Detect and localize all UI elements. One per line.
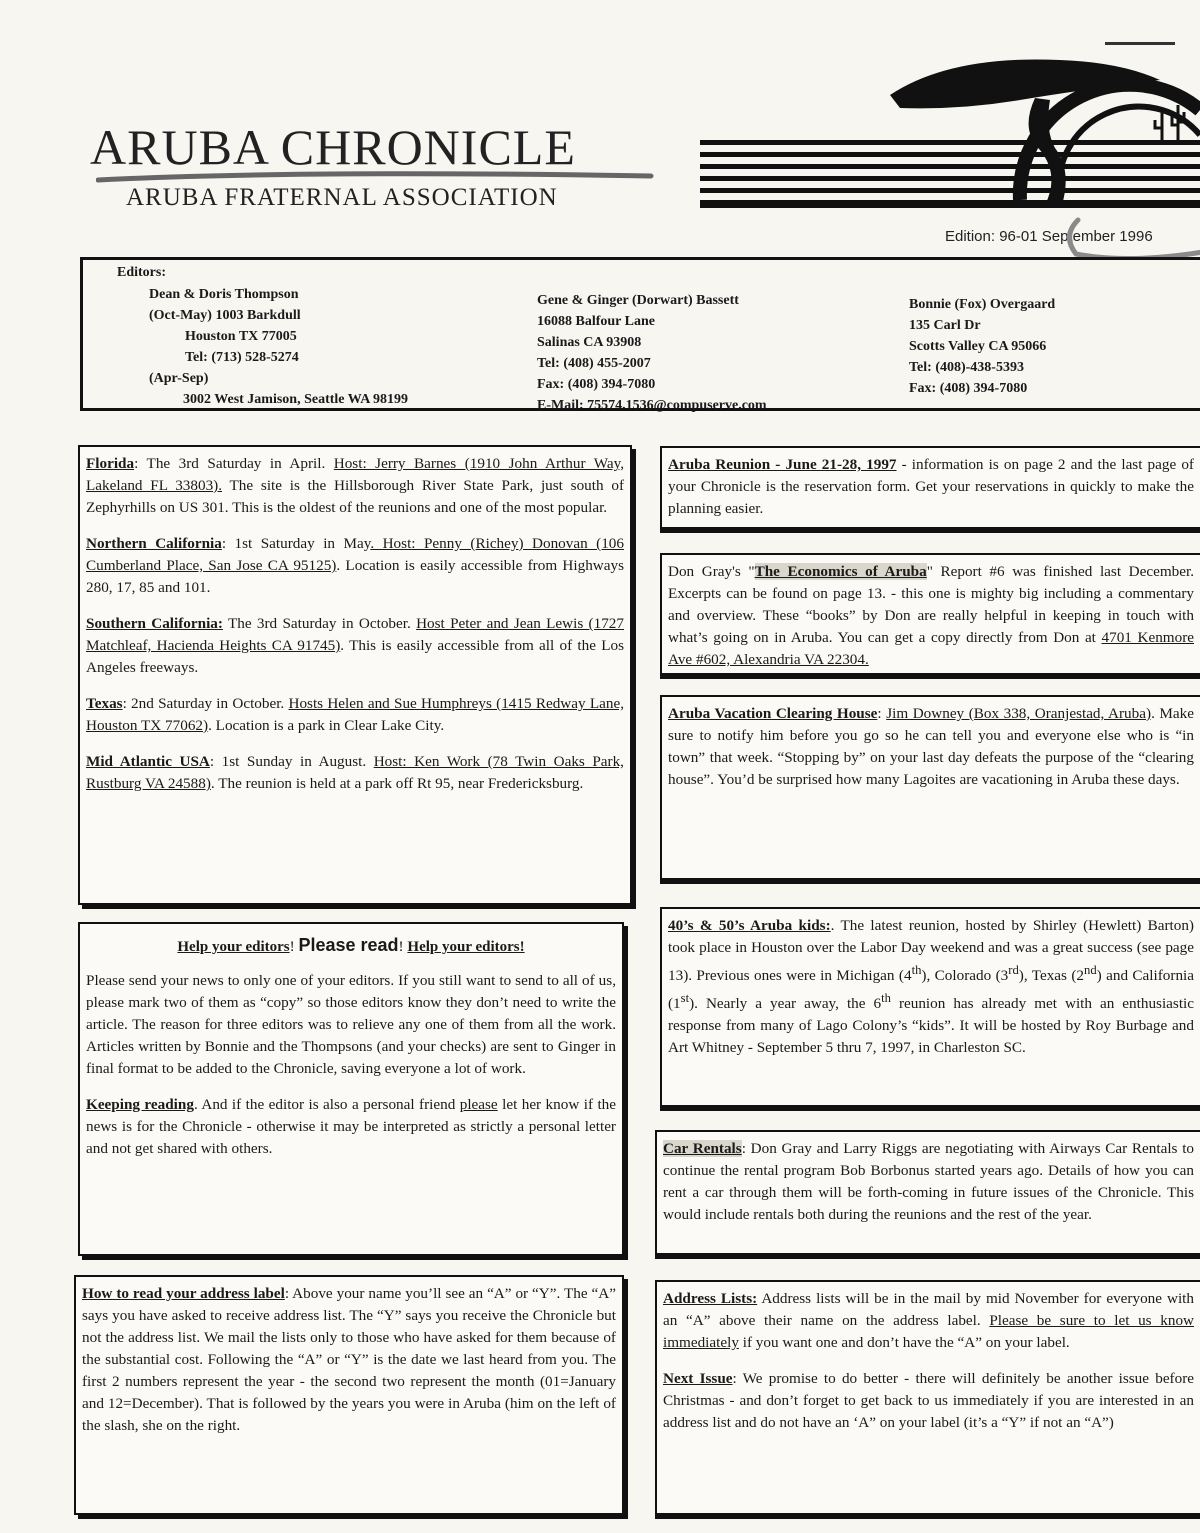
reunion-texas: Texas: 2nd Saturday in October. Hosts Helen and Sue Humphreys (1415 Redway Lane, Houston TX 77062). Location is a park in Clear Lake City.	[86, 695, 624, 734]
aruba-kids-text: 40’s & 50’s Aruba kids:. The latest reunion, hosted by Shirley (Hewlett) Barton) took place in Houston over the Labor Day weekend and was a great success (see page 13). Previous ones were in Michigan (4th), Colorado (3rd), Texas (2nd) and California (1st). Nearly a year away, the 6th reunion has already met with an enthusiastic response from many of Lago Colony’s “kids”. It will be hosted by Roy Burbage and Art Whitney - September 5 thru 7, 1997, in Charleston SC.	[668, 917, 1194, 1057]
aruba-kids-box	[660, 907, 1200, 1107]
help-editors-body: Please send your news to only one of your editors. If you still want to send to all of us, please mark two of them as “copy” so those editors know they don’t need to write the article. The reason for three editors was to relieve any one of them from all the work. Articles written by Bonnie and the Thompsons (and your checks) are sent to Ginger in final format to be added to the Chronicle, saving everyone a lot of work.	[86, 972, 616, 1077]
editor-email: E-Mail: 75574.1536@compuserve.com	[537, 398, 767, 413]
edition-date: September 1996	[1041, 228, 1153, 245]
reunions-box	[78, 445, 632, 905]
address-label-text: How to read your address label: Above your name you’ll see an “A” or “Y”. The “A” says you have asked to receive address list. The “Y” says you receive the Chronicle but not the address list. We mail the lists only to those who have asked for them because of the substantial cost. Following the “A” or “Y” is the date we last heard from you. The first 2 numbers represent the year - the second two represent the month (01=January and 12=December). That is followed by the years you were in Aruba (him on the left of the slash, she on the right.	[82, 1285, 616, 1434]
help-editors-heading: Help your editors! Please read! Help your editors!	[177, 935, 525, 955]
aruba-reunion-text: Aruba Reunion - June 21-28, 1997 - information is on page 2 and the last page of your Chronicle is the reservation form. Get your reservations in quickly to make the planning easier.	[668, 456, 1194, 517]
reunion-florida: Florida: The 3rd Saturday in April. Host: Jerry Barnes (1910 John Arthur Way, Lakeland FL 33803). The site is the Hillsborough River State Park, just south of Zephyrhills on US 301. This is the oldest of the reunions and one of the most popular.	[86, 455, 624, 516]
editor-bassett	[537, 290, 767, 416]
reunion-southern-california: Southern California: The 3rd Saturday in October. Host Peter and Jean Lewis (1727 Matchleaf, Hacienda Heights CA 91745). This is easily accessible from all of the Los Angeles freeways.	[86, 615, 625, 676]
vacation-text: Aruba Vacation Clearing House: Jim Downey (Box 338, Oranjestad, Aruba). Make sure to notify him before you go so he can tell you and everyone else who is “in town” that week. “Stopping by” on your last day defeats the purpose of the “clearing house”. You’d be surprised how many Lagoites are vacationing in Aruba these days.	[668, 705, 1194, 788]
aruba-tree-sunset-logo	[700, 40, 1200, 210]
car-rentals-text: Car Rentals: Don Gray and Larry Riggs are negotiating with Airways Car Rentals to continue the rental program Bob Borbonus started years ago. Details of how you can rent a car through them will be forth-coming in future issues of the Chronicle. This would include rentals both during the reunions and the rest of the year.	[663, 1140, 1195, 1223]
edition-number: Edition: 96-01	[945, 228, 1038, 245]
editor-line: (Apr-Sep)	[149, 371, 209, 386]
address-label-box	[74, 1275, 624, 1515]
reunion-northern-california: Northern California: 1st Saturday in May. Host: Penny (Richey) Donovan (106 Cumberland Place, San Jose CA 95125). Location is easily accessible from Highways 280, 17, 85 and 101.	[86, 535, 624, 596]
editor-line: Gene & Ginger (Dorwart) Bassett	[537, 293, 739, 308]
editor-line: Fax: (408) 394-7080	[537, 377, 656, 392]
editor-line: Dean & Doris Thompson	[149, 287, 299, 302]
masthead-title: ARUBA CHRONICLE	[90, 119, 576, 175]
editor-overgaard	[909, 294, 1055, 399]
help-editors-box	[78, 922, 624, 1256]
next-issue-text: Next Issue: We promise to do better - there will definitely be another issue before Christmas - and don’t forget to get back to us immediately if you are interested in an address list and do not have an ‘A” on your label (it’s a “Y” if not an “A”)	[663, 1370, 1195, 1431]
editors-box	[80, 257, 1200, 411]
address-lists-text: Address Lists: Address lists will be in the mail by mid November for everyone with an “A” above their name on the address label. Please be sure to let us know immediately if you want one and don’t have the “A” on your label.	[663, 1290, 1195, 1351]
masthead-subtitle: ARUBA FRATERNAL ASSOCIATION	[126, 184, 558, 211]
editor-line: Salinas CA 93908	[537, 335, 642, 350]
reunion-mid-atlantic: Mid Atlantic USA: 1st Sunday in August. Host: Ken Work (78 Twin Oaks Park, Rustburg VA 24588). The reunion is held at a park off Rt 95, near Fredericksburg.	[86, 753, 624, 792]
editor-line: (Oct-May) 1003 Barkdull	[149, 308, 301, 323]
editors-label: Editors:	[117, 265, 166, 280]
editor-line: 3002 West Jamison, Seattle WA 98199	[183, 392, 409, 407]
economics-box	[660, 553, 1200, 675]
editor-line: Fax: (408) 394-7080	[909, 381, 1028, 396]
keeping-reading: Keeping reading. And if the editor is also a personal friend please let her know if the news is for the Chronicle - otherwise it may be interpreted as strictly a personal letter and not get shared with others.	[86, 1096, 616, 1157]
editor-line: Houston TX 77005	[185, 329, 297, 344]
editor-thompson	[149, 284, 408, 410]
hand-drawn-circle	[1058, 214, 1200, 260]
address-lists-box	[655, 1280, 1200, 1515]
editor-line: 135 Carl Dr	[909, 318, 981, 333]
editor-line: Tel: (408)-438-5393	[909, 360, 1024, 375]
editor-line: Tel: (713) 528-5274	[185, 350, 299, 365]
aruba-reunion-box	[660, 446, 1200, 529]
editor-line: 16088 Balfour Lane	[537, 314, 655, 329]
editor-line: Bonnie (Fox) Overgaard	[909, 297, 1056, 312]
vacation-clearing-house-box	[660, 695, 1200, 880]
editor-line: Tel: (408) 455-2007	[537, 356, 651, 371]
editor-line: Scotts Valley CA 95066	[909, 339, 1047, 354]
car-rentals-box	[655, 1130, 1200, 1255]
economics-text: Don Gray's "The Economics of Aruba" Report #6 was finished last December. Excerpts can be found on page 13. - this one is mighty big including a commentary and overview. These “books” by Don are really helpful in keeping in touch with what’s going on in Aruba. You can get a copy directly from Don at 4701 Kenmore Ave #602, Alexandria VA 22304.	[668, 563, 1194, 668]
